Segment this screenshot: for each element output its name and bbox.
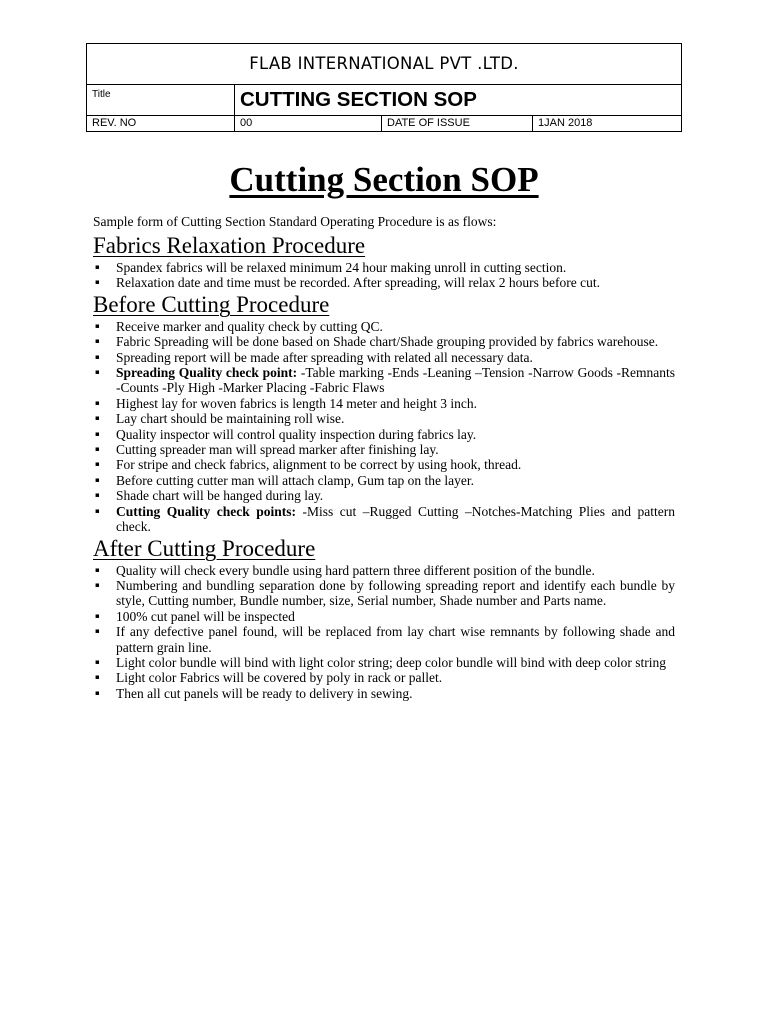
list-item	[93, 457, 675, 472]
before-cutting-list	[93, 319, 675, 535]
list-item-text: Receive marker and quality check by cutting QC.	[116, 318, 383, 334]
bullet-icon: ▪	[95, 580, 100, 589]
list-item	[93, 427, 675, 442]
revision-row	[87, 116, 681, 131]
bullet-icon: ▪	[95, 429, 100, 438]
list-item-text: -Table marking -Ends -Leaning –Tension -Narrow Goods -Remnants -Counts -Ply High -Marker Placing -Fabric Flaws	[116, 365, 676, 396]
list-item-bold-label: Cutting Quality check points:	[116, 503, 297, 519]
rev-label: REV. NO	[87, 116, 235, 131]
list-item-text: -Miss cut –Rugged Cutting –Notches-Matching Plies and pattern check.	[116, 503, 675, 535]
list-item-text: Numbering and bundling separation done by following spreading report and identify each bundle by style, Cutting number, Bundle number, size, Serial number, Shade number and Parts name.	[116, 577, 675, 609]
bullet-icon: ▪	[95, 352, 100, 361]
date-value: 1JAN 2018	[538, 117, 593, 129]
section-heading-after-cutting: After Cutting Procedure	[93, 535, 316, 561]
bullet-icon: ▪	[95, 688, 100, 697]
list-item	[93, 411, 675, 426]
section-heading-before-cutting: Before Cutting Procedure	[93, 291, 330, 317]
bullet-icon: ▪	[95, 321, 100, 330]
list-item	[93, 504, 675, 535]
intro-text: Sample form of Cutting Section Standard Operating Procedure is as flows:	[93, 214, 497, 229]
document-body	[93, 214, 675, 701]
list-item-bold-label: Spreading Quality check point:	[116, 365, 298, 381]
list-item	[93, 686, 675, 701]
after-cutting-list	[93, 563, 675, 702]
list-item	[93, 319, 675, 334]
section-heading-fabrics-relaxation: Fabrics Relaxation Procedure	[93, 233, 366, 258]
list-item	[93, 365, 675, 396]
bullet-icon: ▪	[95, 337, 100, 346]
bullet-icon: ▪	[95, 398, 100, 407]
bullet-icon: ▪	[95, 611, 100, 620]
bullet-icon: ▪	[95, 414, 100, 423]
document-title: Cutting Section SOP	[229, 160, 539, 199]
bullet-icon: ▪	[95, 491, 100, 500]
list-item-text: For stripe and check fabrics, alignment to be correct by using hook, thread.	[116, 457, 522, 473]
list-item-text: Then all cut panels will be ready to delivery in sewing.	[116, 685, 413, 701]
list-item-text: 100% cut panel will be inspected	[116, 608, 295, 624]
list-item	[93, 488, 675, 503]
list-item-text: Light color bundle will bind with light color string; deep color bundle will bind with deep color string	[116, 654, 667, 670]
bullet-icon: ▪	[95, 368, 100, 377]
list-item	[93, 670, 675, 685]
list-item-text: Quality will check every bundle using hard pattern three different position of the bundle.	[116, 562, 595, 578]
list-item	[93, 655, 675, 670]
list-item-text: Highest lay for woven fabrics is length 14 meter and height 3 inch.	[116, 395, 478, 411]
fabrics-relaxation-list	[93, 260, 675, 291]
list-item	[93, 334, 675, 349]
list-item-text: Lay chart should be maintaining roll wise.	[116, 411, 345, 427]
list-item-text: Relaxation date and time must be recorded. After spreading, will relax 2 hours before cut.	[116, 275, 600, 291]
list-item-text: If any defective panel found, will be replaced from lay chart wise remnants by following shade and pattern grain line.	[116, 624, 675, 655]
bullet-icon: ▪	[95, 263, 100, 271]
bullet-icon: ▪	[95, 565, 100, 574]
list-item-text: Before cutting cutter man will attach clamp, Gum tap on the layer.	[116, 472, 475, 488]
document-header-table	[86, 43, 682, 132]
list-item-text: Light color Fabrics will be covered by poly in rack or pallet.	[116, 670, 443, 686]
bullet-icon: ▪	[95, 460, 100, 469]
list-item	[93, 609, 675, 624]
list-item	[93, 473, 675, 488]
bullet-icon: ▪	[95, 445, 100, 454]
list-item-text: Quality inspector will control quality inspection during fabrics lay.	[116, 426, 477, 442]
list-item	[93, 275, 675, 290]
list-item-text: Spreading report will be made after spreading with related all necessary data.	[116, 349, 533, 365]
bullet-icon: ▪	[95, 278, 100, 287]
list-item-text: Cutting spreader man will spread marker after finishing lay.	[116, 442, 439, 458]
company-name: FLAB INTERNATIONAL PVT .LTD.	[87, 44, 681, 85]
list-item	[93, 578, 675, 609]
list-item	[93, 350, 675, 365]
title-value: CUTTING SECTION SOP	[240, 88, 477, 111]
bullet-icon: ▪	[95, 627, 100, 636]
date-label: DATE OF ISSUE	[382, 116, 533, 131]
list-item-text: Shade chart will be hanged during lay.	[116, 488, 324, 504]
list-item-text: Fabric Spreading will be done based on Shade chart/Shade grouping provided by fabrics warehouse.	[116, 334, 659, 350]
list-item-text: Spandex fabrics will be relaxed minimum 24 hour making unroll in cutting section.	[116, 260, 567, 275]
list-item	[93, 260, 675, 275]
bullet-icon: ▪	[95, 657, 100, 666]
title-label: Title	[87, 85, 235, 115]
list-item	[93, 563, 675, 578]
bullet-icon: ▪	[95, 506, 100, 515]
title-row	[87, 85, 681, 116]
list-item	[93, 624, 675, 655]
list-item	[93, 442, 675, 457]
list-item	[93, 396, 675, 411]
bullet-icon: ▪	[95, 475, 100, 484]
bullet-icon: ▪	[95, 673, 100, 682]
rev-value: 00	[235, 116, 382, 131]
